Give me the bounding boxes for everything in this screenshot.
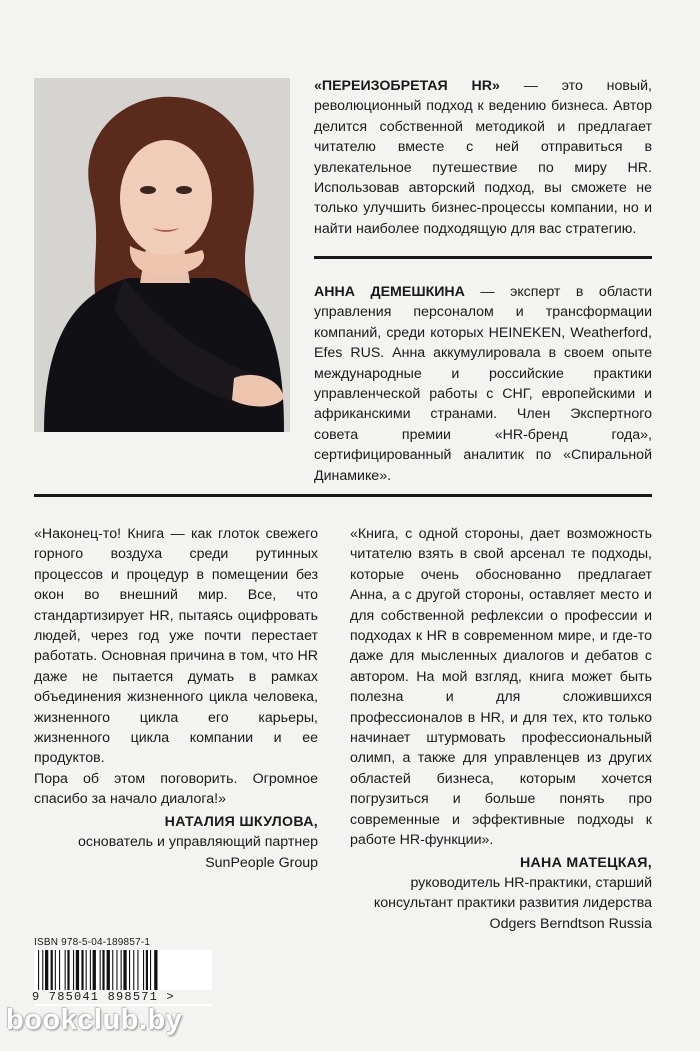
reviewer-1-company: SunPeople Group: [205, 854, 318, 871]
review-quote-1-text: «Наконец-то! Книга — как глоток свежего горного воздуха среди рутинных процессов и процедур в помещении без окон во внешний мир. Все, что стандартизирует HR, пытаясь оцифровать людей, через год уже почти перестает работать. Основная причина в том, что HR даже не пытается думать в рамках объединения жизненного цикла человека, жизненного цикла его карьеры, жизненного цикла компании и ее продуктов.: [34, 526, 318, 767]
barcode-bar: [143, 950, 144, 990]
barcode-bar: [116, 950, 117, 990]
barcode-bar: [90, 950, 91, 990]
book-description: [314, 76, 652, 239]
reviewer-1-role: основатель и управляющий партнер: [77, 834, 318, 851]
barcode-bar: [150, 950, 151, 990]
author-photo: [34, 78, 290, 432]
barcode-bar: [146, 950, 148, 990]
barcode-bar: [86, 950, 87, 990]
barcode-bar: [81, 950, 83, 990]
barcode-bar: [133, 950, 134, 990]
barcode-bar: [93, 950, 96, 990]
barcode-bar: [121, 950, 122, 990]
author-bio: [314, 282, 652, 486]
review-quote-1-text-2: Пора об этом поговорить. Огромное спасибо за начало диалога!»: [34, 770, 318, 808]
reviewer-2-name: НАНА МАТЕЦКАЯ,: [519, 854, 652, 871]
barcode-bar: [65, 950, 66, 990]
barcode-bar: [100, 950, 101, 990]
author-name: АННА ДЕМЕШКИНА: [314, 284, 465, 300]
barcode-bar: [107, 950, 110, 990]
review-quote-2: [350, 524, 652, 934]
barcode-bars: [34, 950, 212, 990]
book-description-text: — это новый, революционный подход к ведению бизнеса. Автор делится собственной методикой и предлагает читателю вместе с ней отправиться в увлекательное путешествие по миру HR. Использовав авторский подход, вы сможете не только улучшить бизнес-процессы компании, но и найти наиболее подходящую для вас стратегию.: [314, 78, 652, 237]
isbn-label: ISBN 978-5-04-189857-1: [34, 937, 151, 948]
barcode-bar: [55, 950, 56, 990]
review-quote-1-signature: [34, 812, 318, 873]
book-title: «ПЕРЕИЗОБРЕТАЯ HR»: [314, 78, 500, 94]
barcode-bar: [123, 950, 126, 990]
author-portrait: [34, 78, 290, 432]
barcode-bar: [102, 950, 104, 990]
barcode-bar: [112, 950, 113, 990]
barcode-bar: [38, 950, 39, 990]
barcode-bar: [137, 950, 138, 990]
review-quote-2-text: «Книга, с одной стороны, дает возможность читателю взять в свой арсенал те подходы, которые очень обоснованно предлагает Анна, а с другой стороны, оставляет место и для собственной рефлексии о профессии и подходах к HR в современном мире, и где-то даже для мысленных диалогов и дебатов с автором. На мой взгляд, книга может быть полезна и для сложившихся профессионалов в HR, и для тех, кто только начинает штурмовать профессиональный олимп, а также для управленцев из других областей бизнеса, которым хочется погрузиться и больше понять про современные и эффективные подходы к работе HR-функции».: [350, 526, 652, 849]
divider-short: [314, 256, 652, 259]
watermark-logo: bookclub.by: [6, 1004, 183, 1036]
barcode-bar: [154, 950, 157, 990]
barcode-bar: [45, 950, 48, 990]
barcode-bar: [67, 950, 69, 990]
barcode-bar: [59, 950, 60, 990]
reviewer-1-name: НАТАЛИЯ ШКУЛОВА,: [164, 813, 318, 830]
barcode-bar: [129, 950, 130, 990]
author-bio-text: — эксперт в области управления персоналом и трансформации компаний, среди которых HEINEKEN, Weatherford, Efes RUS. Анна аккумулировала в своем опыте международные и российские практики управленческой работы с СНГ, европейскими и африканскими странами. Член Экспертного совета премии «HR-бренд года», сертифицированный аналитик по «Спиральной Динамике».: [314, 284, 652, 484]
barcode-bar: [73, 950, 74, 990]
review-quote-1: [34, 524, 318, 873]
barcode-bar: [76, 950, 79, 990]
reviewer-2-role: руководитель HR-практики, старший консультант практики развития лидерства Odgers Berndtson Russia: [373, 874, 652, 932]
barcode-bar: [51, 950, 53, 990]
review-quote-2-signature: [350, 853, 652, 935]
barcode-bar: [42, 950, 43, 990]
divider-long: [34, 494, 652, 497]
barcode-digits: 9 785041 898571 >: [30, 990, 214, 1004]
